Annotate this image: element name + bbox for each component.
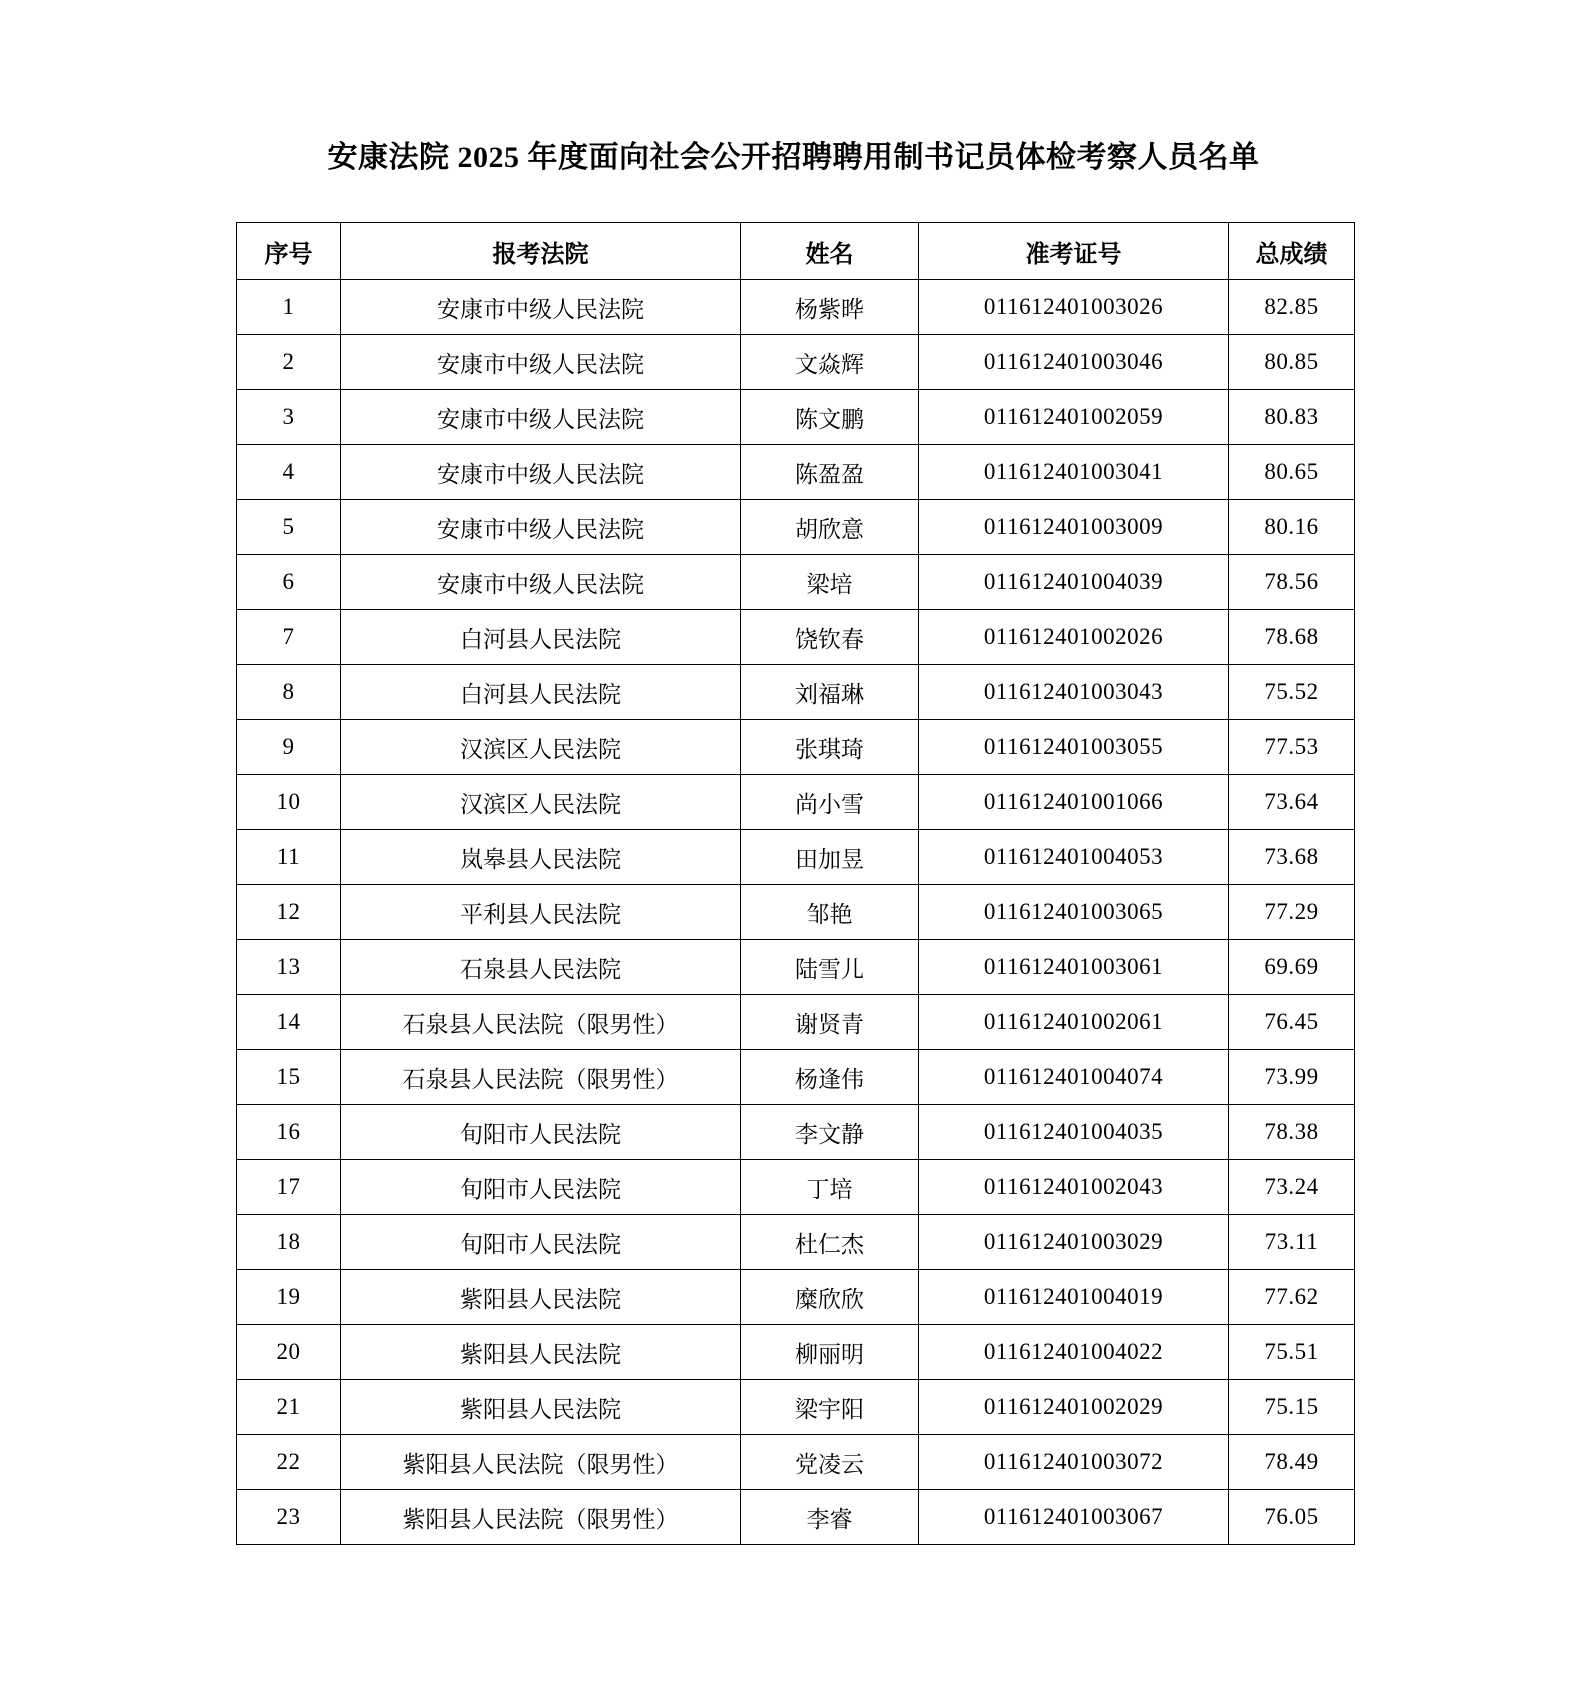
cell-score: 73.68 — [1229, 830, 1355, 885]
column-header-court: 报考法院 — [341, 223, 741, 280]
cell-seq: 13 — [237, 940, 341, 995]
table-row — [237, 665, 1355, 720]
table-row — [237, 885, 1355, 940]
cell-ticket: 011612401004035 — [919, 1105, 1229, 1160]
cell-seq: 3 — [237, 390, 341, 445]
cell-seq: 18 — [237, 1215, 341, 1270]
cell-court: 岚皋县人民法院 — [341, 830, 741, 885]
cell-seq: 1 — [237, 280, 341, 335]
table-row — [237, 1270, 1355, 1325]
cell-ticket: 011612401002061 — [919, 995, 1229, 1050]
cell-ticket: 011612401003065 — [919, 885, 1229, 940]
cell-score: 78.68 — [1229, 610, 1355, 665]
cell-name: 柳丽明 — [741, 1325, 919, 1380]
cell-name: 田加昱 — [741, 830, 919, 885]
cell-name: 尚小雪 — [741, 775, 919, 830]
table-row — [237, 610, 1355, 665]
cell-seq: 21 — [237, 1380, 341, 1435]
cell-ticket: 011612401004039 — [919, 555, 1229, 610]
cell-name: 梁培 — [741, 555, 919, 610]
table-row — [237, 500, 1355, 555]
cell-score: 80.83 — [1229, 390, 1355, 445]
cell-court: 石泉县人民法院 — [341, 940, 741, 995]
cell-court: 石泉县人民法院（限男性） — [341, 1050, 741, 1105]
cell-ticket: 011612401001066 — [919, 775, 1229, 830]
cell-seq: 7 — [237, 610, 341, 665]
table-row — [237, 830, 1355, 885]
cell-court: 安康市中级人民法院 — [341, 555, 741, 610]
table-row — [237, 390, 1355, 445]
cell-score: 75.52 — [1229, 665, 1355, 720]
table-row — [237, 775, 1355, 830]
cell-seq: 20 — [237, 1325, 341, 1380]
cell-score: 69.69 — [1229, 940, 1355, 995]
table-row — [237, 995, 1355, 1050]
cell-score: 76.45 — [1229, 995, 1355, 1050]
cell-court: 紫阳县人民法院 — [341, 1270, 741, 1325]
cell-court: 汉滨区人民法院 — [341, 775, 741, 830]
table-row — [237, 1435, 1355, 1490]
cell-score: 77.29 — [1229, 885, 1355, 940]
table-row — [237, 1380, 1355, 1435]
roster-table-container — [236, 222, 1354, 1545]
cell-court: 紫阳县人民法院 — [341, 1325, 741, 1380]
cell-seq: 19 — [237, 1270, 341, 1325]
cell-score: 82.85 — [1229, 280, 1355, 335]
cell-name: 梁宇阳 — [741, 1380, 919, 1435]
cell-score: 76.05 — [1229, 1490, 1355, 1545]
cell-seq: 14 — [237, 995, 341, 1050]
table-header — [237, 223, 1355, 280]
cell-ticket: 011612401004022 — [919, 1325, 1229, 1380]
cell-seq: 4 — [237, 445, 341, 500]
cell-score: 80.85 — [1229, 335, 1355, 390]
cell-court: 白河县人民法院 — [341, 610, 741, 665]
cell-score: 77.53 — [1229, 720, 1355, 775]
column-header-ticket: 准考证号 — [919, 223, 1229, 280]
table-row — [237, 335, 1355, 390]
cell-score: 75.51 — [1229, 1325, 1355, 1380]
cell-name: 杨逢伟 — [741, 1050, 919, 1105]
cell-score: 73.64 — [1229, 775, 1355, 830]
cell-seq: 9 — [237, 720, 341, 775]
cell-name: 胡欣意 — [741, 500, 919, 555]
cell-seq: 5 — [237, 500, 341, 555]
table-row — [237, 720, 1355, 775]
cell-court: 汉滨区人民法院 — [341, 720, 741, 775]
cell-name: 饶钦春 — [741, 610, 919, 665]
cell-score: 78.38 — [1229, 1105, 1355, 1160]
cell-court: 安康市中级人民法院 — [341, 500, 741, 555]
cell-seq: 12 — [237, 885, 341, 940]
cell-score: 75.15 — [1229, 1380, 1355, 1435]
table-row — [237, 1325, 1355, 1380]
cell-ticket: 011612401004053 — [919, 830, 1229, 885]
table-row — [237, 1490, 1355, 1545]
cell-seq: 6 — [237, 555, 341, 610]
cell-name: 张琪琦 — [741, 720, 919, 775]
cell-court: 安康市中级人民法院 — [341, 280, 741, 335]
cell-court: 紫阳县人民法院 — [341, 1380, 741, 1435]
cell-name: 杜仁杰 — [741, 1215, 919, 1270]
cell-score: 73.11 — [1229, 1215, 1355, 1270]
cell-name: 李文静 — [741, 1105, 919, 1160]
cell-ticket: 011612401003061 — [919, 940, 1229, 995]
cell-ticket: 011612401003009 — [919, 500, 1229, 555]
table-row — [237, 1050, 1355, 1105]
table-row — [237, 1160, 1355, 1215]
table-row — [237, 940, 1355, 995]
table-row — [237, 1215, 1355, 1270]
cell-ticket: 011612401004074 — [919, 1050, 1229, 1105]
cell-court: 平利县人民法院 — [341, 885, 741, 940]
cell-name: 李睿 — [741, 1490, 919, 1545]
cell-seq: 16 — [237, 1105, 341, 1160]
cell-score: 77.62 — [1229, 1270, 1355, 1325]
cell-score: 73.99 — [1229, 1050, 1355, 1105]
cell-seq: 2 — [237, 335, 341, 390]
cell-court: 石泉县人民法院（限男性） — [341, 995, 741, 1050]
cell-ticket: 011612401002026 — [919, 610, 1229, 665]
cell-ticket: 011612401003026 — [919, 280, 1229, 335]
cell-name: 文焱辉 — [741, 335, 919, 390]
cell-seq: 15 — [237, 1050, 341, 1105]
table-row — [237, 445, 1355, 500]
cell-ticket: 011612401002059 — [919, 390, 1229, 445]
cell-seq: 10 — [237, 775, 341, 830]
cell-name: 陈盈盈 — [741, 445, 919, 500]
cell-name: 杨紫晔 — [741, 280, 919, 335]
cell-seq: 17 — [237, 1160, 341, 1215]
cell-name: 陆雪儿 — [741, 940, 919, 995]
page-title: 安康法院 2025 年度面向社会公开招聘聘用制书记员体检考察人员名单 — [327, 141, 1260, 174]
cell-name: 糜欣欣 — [741, 1270, 919, 1325]
table-body — [237, 280, 1355, 1545]
cell-name: 刘福琳 — [741, 665, 919, 720]
cell-name: 丁培 — [741, 1160, 919, 1215]
cell-ticket: 011612401002029 — [919, 1380, 1229, 1435]
cell-seq: 8 — [237, 665, 341, 720]
cell-ticket: 011612401003055 — [919, 720, 1229, 775]
cell-score: 78.56 — [1229, 555, 1355, 610]
cell-court: 白河县人民法院 — [341, 665, 741, 720]
cell-ticket: 011612401003046 — [919, 335, 1229, 390]
cell-name: 党凌云 — [741, 1435, 919, 1490]
column-header-name: 姓名 — [741, 223, 919, 280]
cell-ticket: 011612401003029 — [919, 1215, 1229, 1270]
cell-score: 80.65 — [1229, 445, 1355, 500]
column-header-seq: 序号 — [237, 223, 341, 280]
table-row — [237, 1105, 1355, 1160]
cell-seq: 23 — [237, 1490, 341, 1545]
cell-court: 紫阳县人民法院（限男性） — [341, 1490, 741, 1545]
cell-court: 旬阳市人民法院 — [341, 1160, 741, 1215]
cell-seq: 11 — [237, 830, 341, 885]
cell-name: 陈文鹏 — [741, 390, 919, 445]
cell-score: 80.16 — [1229, 500, 1355, 555]
cell-court: 紫阳县人民法院（限男性） — [341, 1435, 741, 1490]
column-header-score: 总成绩 — [1229, 223, 1355, 280]
cell-name: 邹艳 — [741, 885, 919, 940]
cell-ticket: 011612401004019 — [919, 1270, 1229, 1325]
cell-court: 安康市中级人民法院 — [341, 445, 741, 500]
cell-score: 73.24 — [1229, 1160, 1355, 1215]
table-row — [237, 555, 1355, 610]
cell-court: 安康市中级人民法院 — [341, 390, 741, 445]
table-row — [237, 280, 1355, 335]
cell-ticket: 011612401003041 — [919, 445, 1229, 500]
cell-court: 旬阳市人民法院 — [341, 1105, 741, 1160]
cell-ticket: 011612401003043 — [919, 665, 1229, 720]
table-header-row — [237, 223, 1355, 280]
cell-court: 旬阳市人民法院 — [341, 1215, 741, 1270]
cell-name: 谢贤青 — [741, 995, 919, 1050]
roster-table — [236, 222, 1355, 1545]
cell-ticket: 011612401002043 — [919, 1160, 1229, 1215]
cell-ticket: 011612401003072 — [919, 1435, 1229, 1490]
cell-score: 78.49 — [1229, 1435, 1355, 1490]
cell-seq: 22 — [237, 1435, 341, 1490]
cell-ticket: 011612401003067 — [919, 1490, 1229, 1545]
cell-court: 安康市中级人民法院 — [341, 335, 741, 390]
